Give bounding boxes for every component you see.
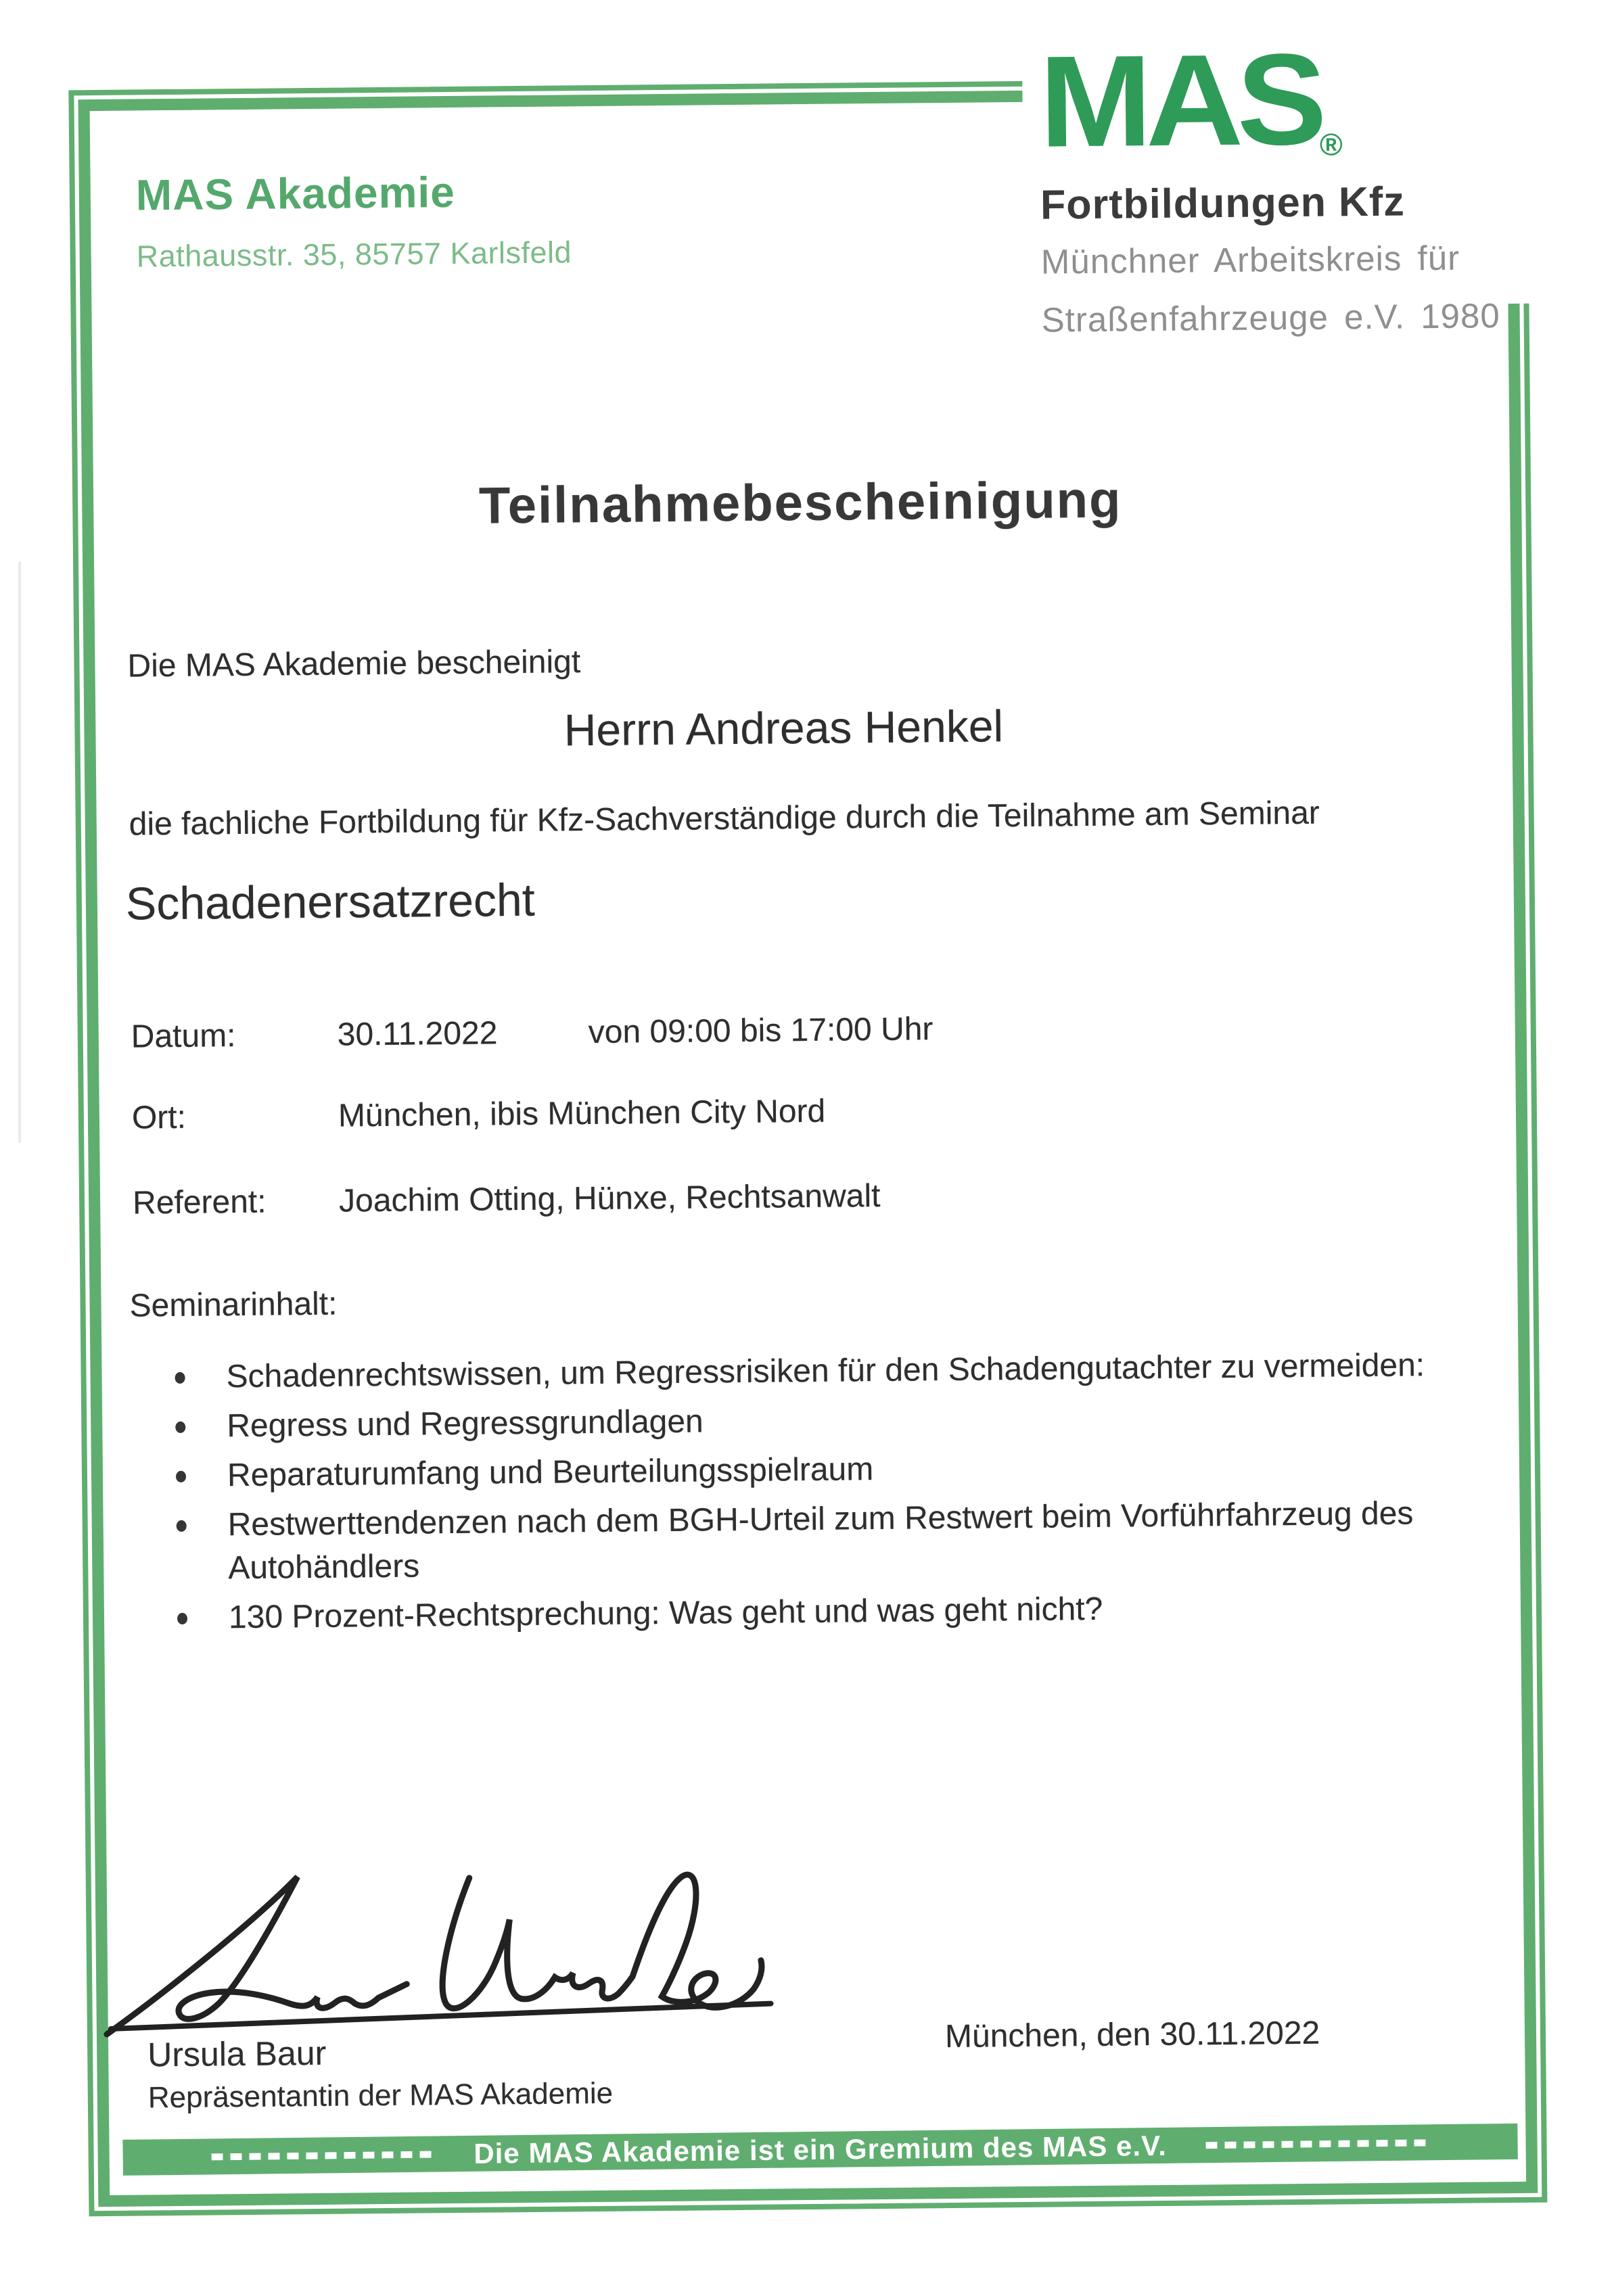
- date-label: Datum:: [131, 1018, 236, 1055]
- time-value: von 09:00 bis 17:00 Uhr: [588, 1011, 933, 1051]
- location-value: München, ibis München City Nord: [338, 1093, 826, 1134]
- topic-item: Reparaturumfang und Beurteilungsspielraum: [227, 1442, 1486, 1497]
- seminar-topic-list: [226, 1343, 1487, 1645]
- topic-item: Schadenrechtswissen, um Regressrisiken für den Schadengutachter zu vermeiden:: [226, 1343, 1485, 1399]
- handwritten-signature: [93, 1858, 785, 2038]
- body-line: die fachliche Fortbildung für Kfz-Sachverständige durch die Teilnahme am Seminar: [129, 795, 1320, 843]
- speaker-value: Joachim Otting, Hünxe, Rechtsanwalt: [338, 1177, 881, 1219]
- banner-dashes-right: [1206, 2139, 1429, 2149]
- signer-role: Repräsentantin der MAS Akademie: [147, 2076, 614, 2115]
- intro-line: Die MAS Akademie bescheinigt: [127, 644, 581, 684]
- topic-item: 130 Prozent-Rechtsprechung: Was geht und was geht nicht?: [229, 1584, 1488, 1639]
- mas-logo-row: [1038, 26, 1554, 174]
- footer-banner-text: Die MAS Akademie ist ein Gremium des MAS e.V.: [474, 2129, 1168, 2170]
- issuer-address: Rathausstr. 35, 85757 Karlsfeld: [136, 235, 572, 274]
- location-label: Ort:: [131, 1099, 187, 1136]
- date-value: 30.11.2022: [337, 1015, 498, 1053]
- mas-logo-block: [1038, 26, 1556, 342]
- banner-dashes-left: [211, 2151, 434, 2160]
- registered-trademark-icon: ®: [1319, 126, 1343, 162]
- recipient-name: Herrn Andreas Henkel: [563, 701, 1004, 755]
- logo-association-line1: Münchner Arbeitskreis für: [1040, 238, 1460, 281]
- issuer-name: MAS Akademie: [135, 167, 456, 220]
- mas-logo-wordmark: MAS: [1038, 26, 1322, 174]
- topic-item: Regress und Regressgrundlagen: [227, 1392, 1485, 1448]
- speaker-label: Referent:: [132, 1184, 267, 1221]
- place-and-date: München, den 30.11.2022: [944, 2015, 1320, 2055]
- seminar-title: Schadenersatzrecht: [125, 874, 536, 930]
- topic-item: Restwerttendenzen nach dem BGH-Urteil zum Restwert beim Vorführfahrzeug des Autohändlers: [227, 1491, 1486, 1590]
- document-title: Teilnahmebescheinigung: [478, 471, 1122, 535]
- signer-name: Ursula Baur: [147, 2034, 327, 2074]
- logo-association-line2: Straßenfahrzeuge e.V. 1980: [1041, 296, 1501, 339]
- logo-subtitle: Fortbildungen Kfz: [1040, 178, 1406, 228]
- issuer-block: [135, 166, 572, 274]
- content-heading: Seminarinhalt:: [129, 1286, 338, 1324]
